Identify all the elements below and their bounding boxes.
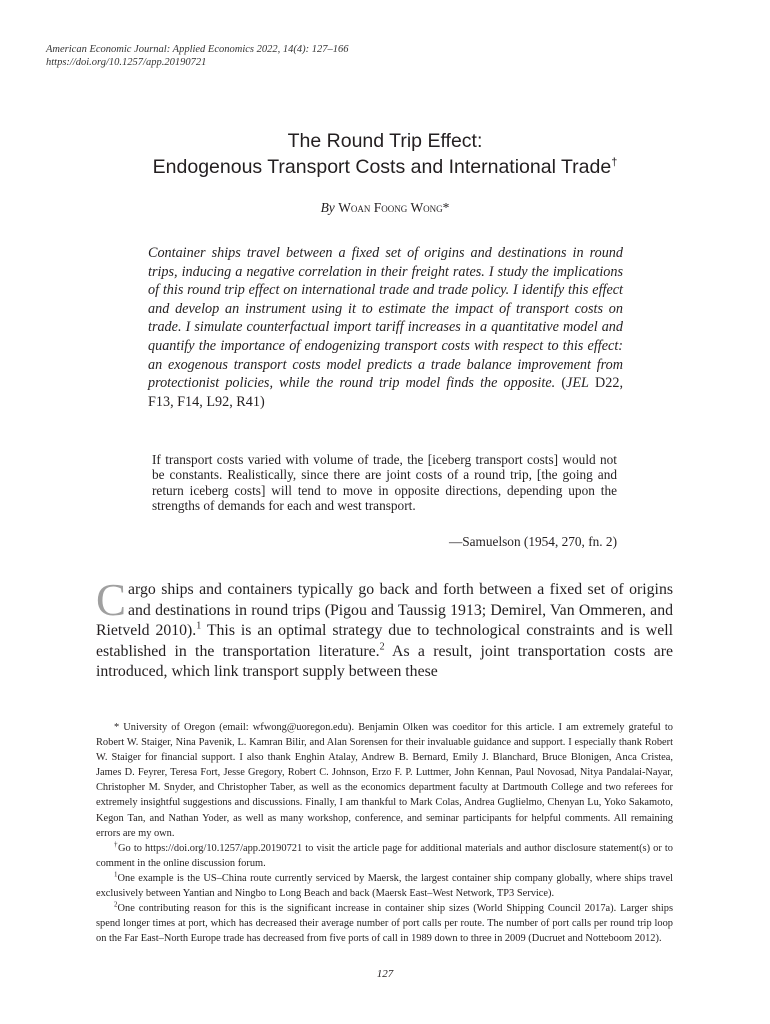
footnote-2 [96,901,673,946]
footnote-dagger-mark: † [114,840,119,849]
abstract [148,244,623,411]
footnote-2-text: One contributing reason for this is the significant increase in container ship sizes (World Shipping Council 2017a). Larger ships spend longer times at port, which has decreased their average number of port calls per route. The number of port calls per round trip loop on the Far East–North Europe trade has decreased from five ports of call in 1989 down to three in 2009 (Ducruet and Notteboom 2012). [96,903,673,945]
intro-paragraph [96,575,673,683]
doi-line[interactable]: https://doi.org/10.1257/app.20190721 [46,57,207,68]
footnote-dagger [96,841,673,871]
jel-list: D22, F13, F14, L92, R41) [148,375,624,410]
epigraph-attribution: —Samuelson (1954, 270, fn. 2) [448,534,617,549]
body-part-3: As a result, joint transportation costs are introduced, which link transport supply between these [96,642,673,680]
title-line-2-text: Endogenous Transport Costs and International Trade [152,156,612,178]
article-title [0,128,770,180]
body-part-2: This is an optimal strategy due to technological constraints and is well established in the transportation literature. [96,622,673,660]
drop-cap: C [96,575,127,625]
jel-open: ( [561,375,567,392]
journal-citation: American Economic Journal: Applied Economics 2022, 14(4): 127–166 [46,44,349,55]
journal-header [46,43,349,69]
footnote-ref-2[interactable]: 2 [379,641,385,653]
footnote-2-mark: 2 [114,900,118,909]
footnote-dagger-text: Go to https://doi.org/10.1257/app.20190721 to visit the article page for additional materials and author disclosure statement(s) or to comment in the online discussion forum. [96,842,674,869]
title-dagger: † [611,156,618,169]
footnote-ref-1[interactable]: 1 [196,620,202,632]
byline-by: By [320,200,335,215]
title-line-2 [0,154,770,180]
epigraph-quote: If transport costs varied with volume of trade, the [iceberg transport costs] would not be constants. Realistically, since there are joint costs of a round trip, [the going and return iceberg costs] will tend to move in opposite directions, depending upon the strengths of demands for each and west transport. [152,452,617,513]
footnote-1-text: One example is the US–China route currently serviced by Maersk, the largest container ship company globally, where ships travel exclusively between Yantian and Ningbo to Long Beach and back (Maersk East–West Network, TP3 Service). [96,872,673,900]
author-byline [0,200,770,216]
jel-label: JEL [566,375,589,392]
footnotes [96,720,673,946]
title-line-1: The Round Trip Effect: [287,130,483,152]
abstract-text: Container ships travel between a fixed set of origins and destinations in round trips, inducing a negative correlation in their freight rates. I study the implications of this round trip effect on international trade and trade policy. I identify this effect and develop an instrument using it to estimate the impact of transport costs on trade. I simulate counterfactual import tariff increases in a quantitative model and quantify the importance of endogenizing transport costs with respect to this effect: an exogenous transport costs model predicts a trade balance improvement from protectionist policies, while the round trip model finds the opposite. [148,245,623,392]
footnote-star: * University of Oregon (email: wfwong@uoregon.edu). Benjamin Olken was coeditor for this article. I am extremely grateful to Robert W. Staiger, Nina Pavenik, L. Kamran Bilir, and Alan Sorensen for their invaluable guidance and support. I especially thank Robert W. Staiger for financial support. I also thank Enghin Atalay, Andrew B. Bernard, Emily J. Blanchard, Bruce Blonigen, Anca Cristea, James D. Feyrer, Teresa Fort, Jesse Gregory, Robert C. Johnson, Erzo F. P. Luttmer, John Kennan, Paul Novosad, Nitya Pandalai-Nayar, Christopher M. Snyder, and Christopher Taber, as well as the economics department faculty at Dartmouth College and two referees for extremely insightful suggestions and discussions. Finally, I am thankful to Mark Colas, Andrea Guglielmo, Chenyan Lu, Yoko Sakamoto, Kegon Tan, and Nathan Yoder, as well as many workshop, conference, and seminar participants for helpful comments. All remaining errors are my own. [96,722,673,839]
author-name: Woan Foong Wong* [338,200,450,215]
page-number: 127 [376,968,394,980]
body-part-1: argo ships and containers typically go back and forth between a fixed set of origins and destinations in round trips (Pigou and Taussig 1913; Demirel, Van Ommeren, and Rietveld 2010). [96,581,673,639]
footnote-1-mark: 1 [114,870,118,879]
footnote-1 [96,871,673,901]
